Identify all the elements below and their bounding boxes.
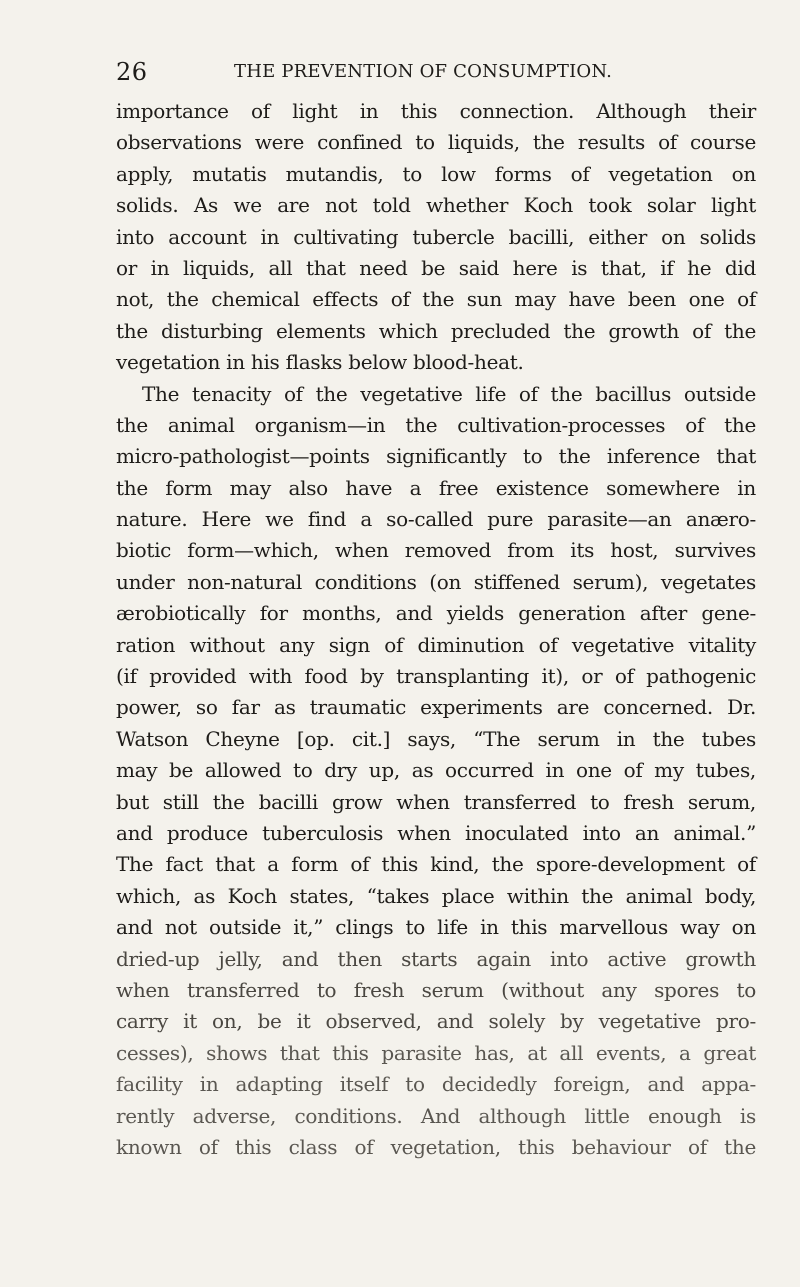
text-line: but still the bacilli grow when transferred to fresh serum, [116,789,756,814]
text-line: micro-pathologist—points significantly to the inference that [116,444,756,469]
text-line: the disturbing elements which precluded the growth of the [116,318,756,343]
text-line: known of this class of vegetation, this behaviour of the [116,1134,756,1159]
text-line: may be allowed to dry up, as occurred in one of my tubes, [116,758,756,783]
body-text [116,96,756,1163]
text-line: observations were confined to liquids, the results of course [116,130,756,155]
text-line: apply, mutatis mutandis, to low forms of vegetation on [116,161,756,186]
text-line: under non-natural conditions (on stiffened serum), vegetates [116,569,756,594]
text-line: solids. As we are not told whether Koch took solar light [116,193,756,218]
text-line: importance of light in this connection. Although their [116,99,756,123]
text-line: dried-up jelly, and then starts again into active growth [116,946,756,971]
text-line: rently adverse, conditions. And although little enough is [116,1103,756,1128]
text-line: and produce tuberculosis when inoculated into an animal.” [116,820,756,845]
text-line: which, as Koch states, “takes place within the animal body, [116,883,756,908]
text-line: facility in adapting itself to decidedly foreign, and appa- [116,1072,756,1097]
text-line: into account in cultivating tubercle bacilli, either on solids [116,224,756,249]
text-line: biotic form—which, when removed from its host, survives [116,538,756,563]
text-line: ration without any sign of diminution of vegetative vitality [116,632,756,657]
text-line: carry it on, be it observed, and solely by vegetative pro- [116,1009,756,1034]
page-number: 26 [116,58,148,86]
text-line: or in liquids, all that need be said here is that, if he did [116,255,756,280]
running-title: THE PREVENTION OF CONSUMPTION. [234,61,613,82]
text-line: the form may also have a free existence somewhere in [116,475,756,500]
text-line: ærobiotically for months, and yields generation after gene- [116,601,756,626]
text-line: not, the chemical effects of the sun may have been one of [116,287,756,312]
text-line: nature. Here we find a so-called pure parasite—an anæro- [116,507,756,532]
text-line: Watson Cheyne [op. cit.] says, “The serum in the tubes [116,726,756,751]
text-line: The tenacity of the vegetative life of the bacillus outside [142,381,756,406]
text-line: power, so far as traumatic experiments are concerned. Dr. [116,695,756,720]
page-header [116,52,756,92]
text-line: and not outside it,” clings to life in this marvellous way on [116,915,756,940]
text-line: cesses), shows that this parasite has, at all events, a great [116,1040,756,1065]
text-line: vegetation in his flasks below blood-heat. [116,350,524,375]
text-line: The fact that a form of this kind, the spore-development of [116,852,756,877]
text-line: the animal organism—in the cultivation-processes of the [116,412,756,437]
text-line: when transferred to fresh serum (without any spores to [116,977,756,1002]
text-line: (if provided with food by transplanting it), or of pathogenic [116,664,756,689]
